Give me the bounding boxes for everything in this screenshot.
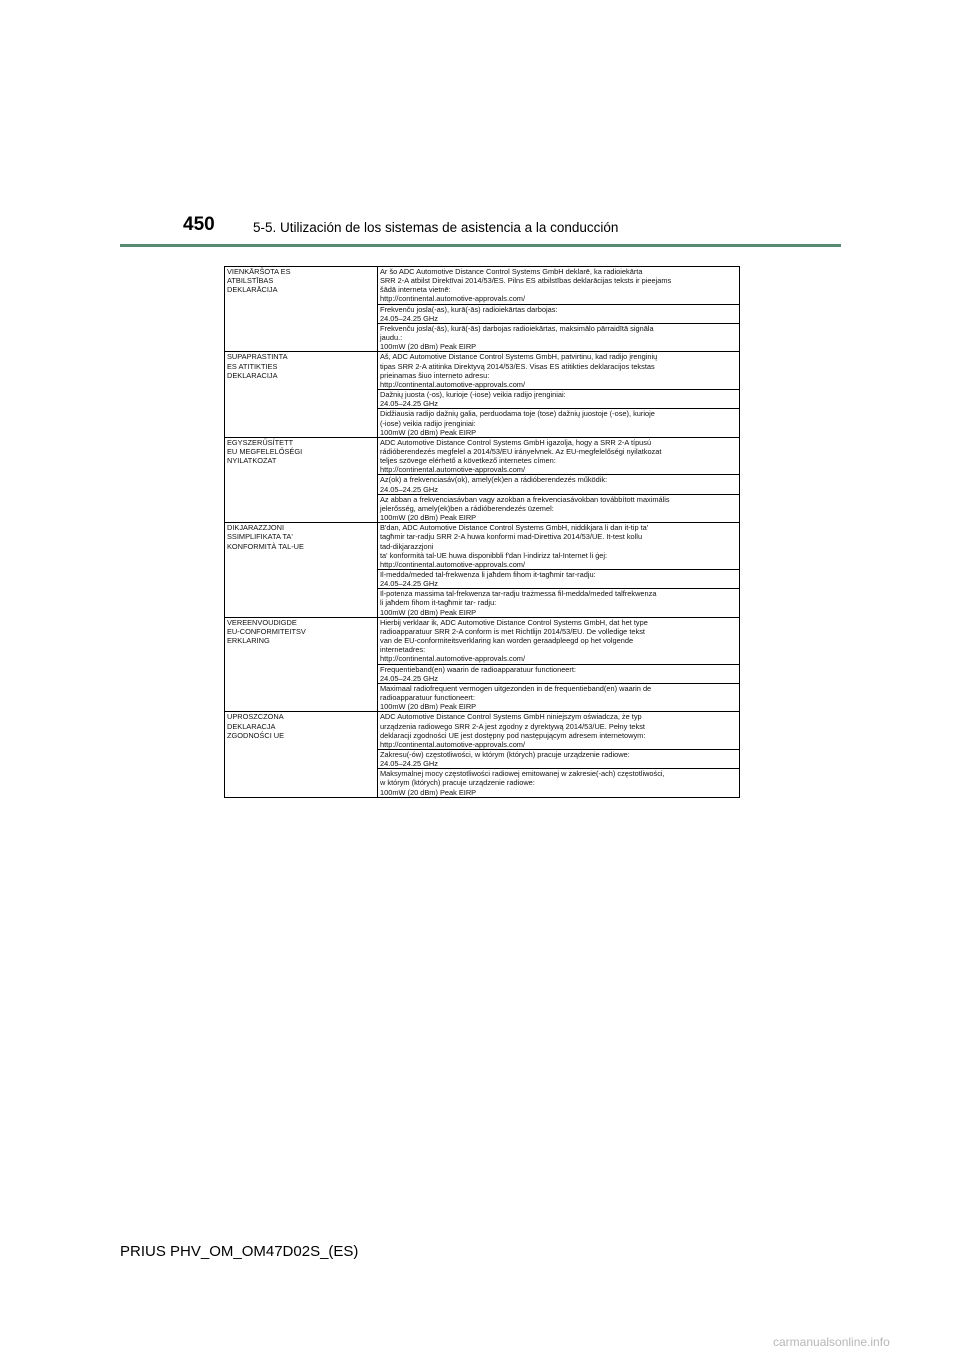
declaration-content: [378, 618, 739, 712]
frequency-band: Dažnių juosta (-os), kurioje (-iose) veikia radijo įrenginiai: 24.05–24.25 GHz: [378, 390, 739, 409]
declaration-row-maltese: [225, 523, 739, 618]
max-power: Az abban a frekvenciasávban vagy azokban a frekvenciasávokban továbbított maximális jelerősség, amely(ek)ben a rádióberendezés üzemel: 100mW (20 dBm) Peak EIRP: [380, 494, 670, 523]
max-power: Frekvenču josla(-ās), kurā(-ās) darbojas radioiekārtas, maksimālo pārraidītā signāla jaudu.: 100mW (20 dBm) Peak EIRP: [380, 323, 654, 352]
frequency-band: Az(ok) a frekvenciasáv(ok), amely(ek)en a rádióberendezés működik: 24.05–24.25 GHz: [378, 475, 739, 494]
max-power: Maximaal radiofrequent vermogen uitgezonden in de frequentieband(en) waarin de radioapparatuur functioneert: 100mW (20 dBm) Peak EIRP: [380, 683, 652, 712]
frequency-band: Frekvenču josla(-as), kurā(-ās) radioiekārtas darbojas: 24.05–24.25 GHz: [378, 305, 739, 324]
declaration-text: ADC Automotive Distance Control Systems GmbH niniejszym oświadcza, że typ urządzenia radiowego SRR 2-A jest zgodny z dyrektywą 2014/53/UE. Pełny tekst deklaracji zgodności UE jest dostępny pod następującym adresem internetowym: http://continental.automotive-approvals.com/: [378, 712, 739, 750]
declaration-content: [378, 267, 739, 351]
declaration-label: VEREENVOUDIGDE EU-CONFORMITEITSV ERKLARING: [225, 618, 378, 712]
declaration-label: EGYSZERŰSÍTETT EU MEGFELELŐSÉGI NYILATKOZAT: [225, 438, 378, 522]
frequency-band: Frequentieband(en) waarin de radioapparatuur functioneert: 24.05–24.25 GHz: [378, 665, 739, 684]
declaration-text: Ar šo ADC Automotive Distance Control Systems GmbH deklarē, ka radioiekārta SRR 2-A atbilst Direktīvai 2014/53/ES. Pilns ES atbilstības deklarācijas teksts ir pieejams šādā interneta vietnē: http://continental.automotive-approvals.com/: [378, 267, 739, 305]
max-power: Didžiausia radijo dažnių galia, perduodama toje (tose) dažnių juostoje (-ose), kurioje (-iose) veikia radijo įrenginiai: 100mW (20 dBm) Peak EIRP: [380, 409, 655, 437]
declaration-text: Aš, ADC Automotive Distance Control Systems GmbH, patvirtinu, kad radijo įrenginių tipas SRR 2-A atitinka Direktyvą 2014/53/ES. Visas ES atitikties deklaracijos tekstas prieinamas šiuo interneto adresu: http://continental.automotive-approvals.com/: [378, 352, 739, 390]
frequency-band: Zakresu(-ów) częstotliwości, w którym (których) pracuje urządzenie radiowe: 24.05–24.25 GHz: [378, 750, 739, 769]
declaration-label: SUPAPRASTINTA ES ATITIKTIES DEKLARACIJA: [225, 352, 378, 436]
declaration-text: ADC Automotive Distance Control Systems GmbH igazolja, hogy a SRR 2-A típusú rádióberendezés megfelel a 2014/53/EU irányelvnek. Az EU-megfelelőségi nyilatkozat teljes szövege elérhető a következő internetes címen: http://continental.automotive-approvals.com/: [378, 438, 739, 476]
declaration-content: [378, 523, 739, 617]
page-number: 450: [183, 214, 215, 235]
declaration-row-hungarian: [225, 438, 739, 523]
declaration-table: [224, 266, 740, 798]
frequency-band: Il-medda/meded tal-frekwenza li jaħdem fihom it-tagħmir tar-radju: 24.05–24.25 GHz: [378, 570, 739, 589]
declaration-label: DIKJARAZZJONI SSIMPLIFIKATA TA' KONFORMITÀ TAL-UE: [225, 523, 378, 617]
declaration-content: [378, 438, 739, 522]
declaration-text: Hierbij verklaar ik, ADC Automotive Distance Control Systems GmbH, dat het type radioapparatuur SRR 2-A conform is met Richtlijn 2014/53/EU. De volledige tekst van de EU-conformiteitsverklaring kan worden geraadpleegd op het volgende internetadres: http://continental.automotive-approvals.com/: [378, 618, 739, 665]
document-code: PRIUS PHV_OM_OM47D02S_(ES): [120, 1243, 359, 1260]
declaration-row-latvian: [225, 267, 739, 352]
declaration-label: VIENKĀRŠOTA ES ATBILSTĪBAS DEKLARĀCIJA: [225, 267, 378, 351]
declaration-label: UPROSZCZONA DEKLARACJA ZGODNOŚCI UE: [225, 712, 378, 796]
declaration-row-polish: [225, 712, 739, 797]
declaration-content: [378, 712, 739, 796]
declaration-text: B'dan, ADC Automotive Distance Control Systems GmbH, niddikjara li dan it-tip ta' tagħmir tar-radju SRR 2-A huwa konformi mad-Direttiva 2014/53/UE. It-test kollu tad-dikjarazzjoni ta' konformità tal-UE huwa disponibbli f'dan l-indirizz tal-Internet li ġej: http://continental.automotive-approvals.com/: [378, 523, 739, 570]
max-power: Maksymalnej mocy częstotliwości radiowej emitowanej w zakresie(-ach) częstotliwości, w którym (których) pracuje urządzenie radiowe: 100mW (20 dBm) Peak EIRP: [380, 769, 665, 797]
declaration-content: [378, 352, 739, 436]
declaration-row-lithuanian: [225, 352, 739, 437]
header-rule: [120, 244, 841, 247]
max-power: Il-potenza massima tal-frekwenza tar-radju trażmessa fil-medda/meded talfrekwenza li jaħdem fihom it-tagħmir tar- radju: 100mW (20 dBm) Peak EIRP: [380, 589, 657, 617]
section-title: 5-5. Utilización de los sistemas de asistencia a la conducción: [253, 220, 619, 235]
declaration-row-dutch: [225, 618, 739, 713]
watermark: carmanualsonline.info: [773, 1335, 890, 1349]
